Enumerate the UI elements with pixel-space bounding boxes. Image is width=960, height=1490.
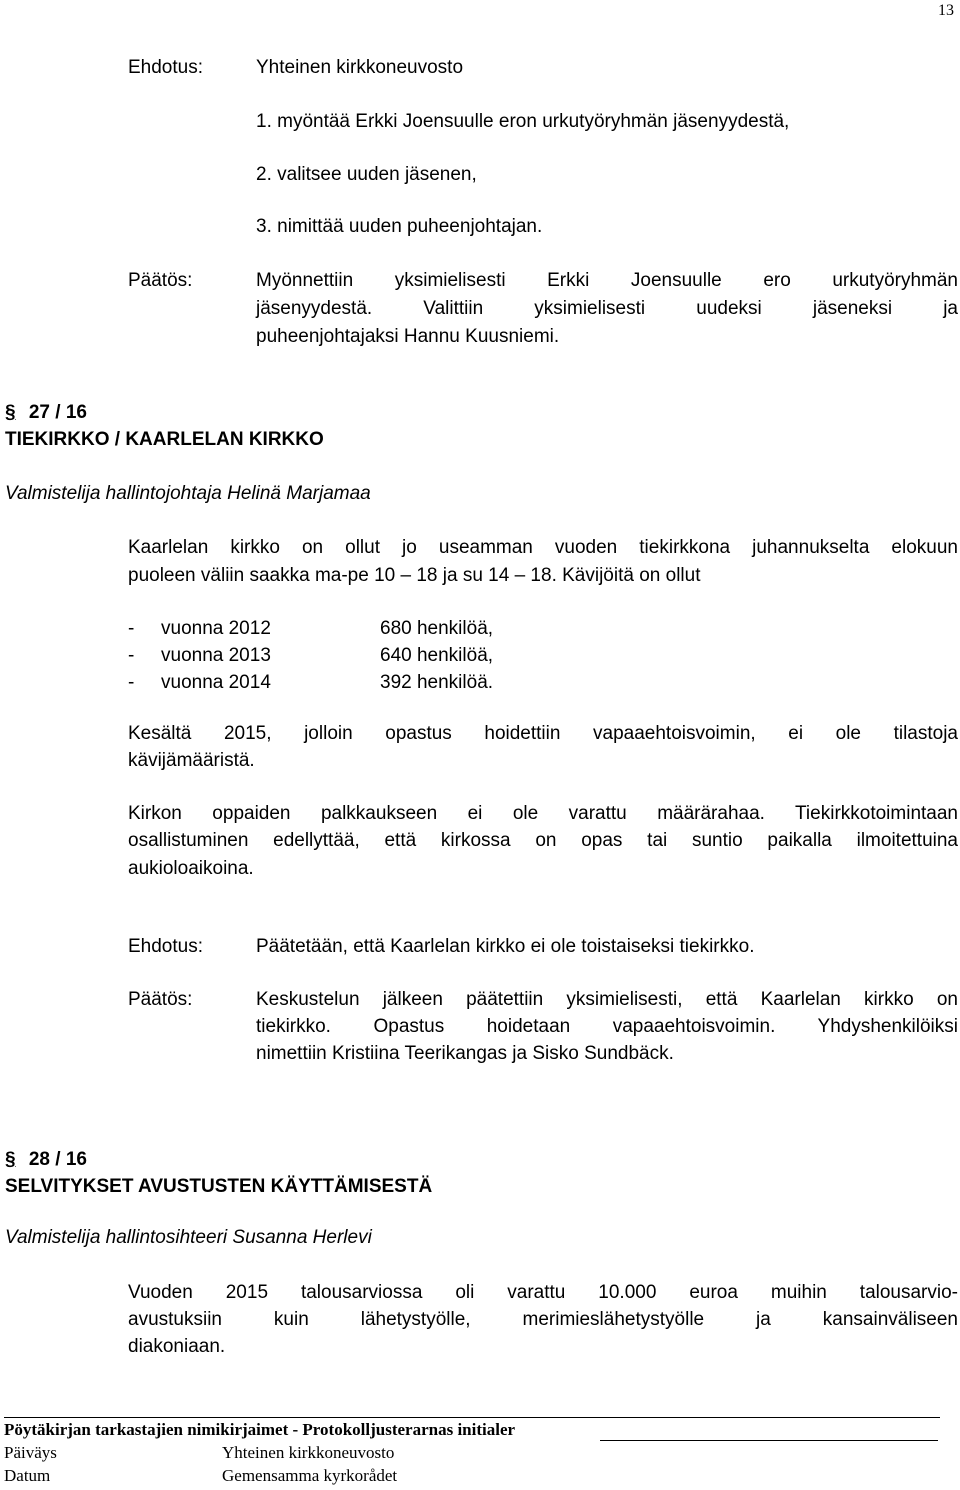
paragraph-line: aukioloaikoina. <box>128 858 254 879</box>
paragraph-line: kävijämääristä. <box>128 750 255 771</box>
visitor-dash: - <box>128 645 135 666</box>
section-symbol: § <box>5 402 16 423</box>
page-number: 13 <box>938 2 954 19</box>
paragraph-line: Kaarlelan kirkko on ollut jo useamman vuoden tiekirkkona juhannukselta elokuun <box>128 537 958 558</box>
ehdotus-value: Päätetään, että Kaarlelan kirkko ei ole toistaiseksi tiekirkko. <box>256 936 755 957</box>
valmistelija: Valmistelija hallintosihteeri Susanna Herlevi <box>5 1227 372 1248</box>
list-item: 2. valitsee uuden jäsenen, <box>256 164 477 185</box>
paatos-line: puheenjohtajaksi Hannu Kuusniemi. <box>256 326 560 347</box>
section-heading <box>5 402 87 424</box>
section-heading <box>5 1149 87 1171</box>
footer-datum-value: Gemensamma kyrkorådet <box>222 1466 398 1485</box>
paatos-line: Myönnettiin yksimielisesti Erkki Joensuulle ero urkutyöryhmän <box>256 270 958 291</box>
ehdotus-label: Ehdotus: <box>128 936 203 957</box>
initials-line <box>600 1440 938 1441</box>
paatos-line: jäsenyydestä. Valittiin yksimielisesti uudeksi jäseneksi ja <box>256 298 958 319</box>
section-title: SELVITYKSET AVUSTUSTEN KÄYTTÄMISESTÄ <box>5 1176 433 1197</box>
list-item: 3. nimittää uuden puheenjohtajan. <box>256 216 543 237</box>
footer-paivays-label: Päiväys <box>4 1443 57 1462</box>
ehdotus-value: Yhteinen kirkkoneuvosto <box>256 57 464 78</box>
footer-title: Pöytäkirjan tarkastajien nimikirjaimet - Protokolljusterarnas initialer <box>4 1420 516 1439</box>
visitor-count: 392 henkilöä. <box>380 672 494 693</box>
paatos-line: Keskustelun jälkeen päätettiin yksimielisesti, että Kaarlelan kirkko on <box>256 989 958 1010</box>
paragraph-line: Kesältä 2015, jolloin opastus hoidettiin vapaaehtoisvoimin, ei ole tilastoja <box>128 723 958 744</box>
visitor-dash: - <box>128 618 135 639</box>
paragraph-line: avustuksiin kuin lähetystyölle, merimieslähetystyölle ja kansainväliseen <box>128 1309 958 1330</box>
visitor-year: vuonna 2014 <box>161 672 271 693</box>
visitor-count: 680 henkilöä, <box>380 618 494 639</box>
footer-rule <box>4 1417 940 1418</box>
paatos-label: Päätös: <box>128 989 193 1010</box>
paragraph-line: puoleen väliin saakka ma-pe 10 – 18 ja su 14 – 18. Kävijöitä on ollut <box>128 565 701 586</box>
footer-datum-label: Datum <box>4 1466 51 1485</box>
valmistelija: Valmistelija hallintojohtaja Helinä Marjamaa <box>5 483 371 504</box>
visitor-year: vuonna 2012 <box>161 618 271 639</box>
paragraph-line: diakoniaan. <box>128 1336 226 1357</box>
footer-paivays-value: Yhteinen kirkkoneuvosto <box>222 1443 395 1462</box>
paatos-line: nimettiin Kristiina Teerikangas ja Sisko Sundbäck. <box>256 1043 674 1064</box>
paragraph-line: Kirkon oppaiden palkkaukseen ei ole varattu määrärahaa. Tiekirkkotoimintaan <box>128 803 958 824</box>
paatos-label: Päätös: <box>128 270 193 291</box>
paatos-line: tiekirkko. Opastus hoidetaan vapaaehtoisvoimin. Yhdyshenkilöiksi <box>256 1016 958 1037</box>
section-number: 27 / 16 <box>28 402 87 423</box>
section-title: TIEKIRKKO / KAARLELAN KIRKKO <box>5 429 324 450</box>
section-symbol: § <box>5 1149 16 1170</box>
ehdotus-label: Ehdotus: <box>128 57 203 78</box>
list-item: 1. myöntää Erkki Joensuulle eron urkutyöryhmän jäsenyydestä, <box>256 111 790 132</box>
visitor-count: 640 henkilöä, <box>380 645 494 666</box>
section-number: 28 / 16 <box>28 1149 87 1170</box>
visitor-dash: - <box>128 672 135 693</box>
paragraph-line: Vuoden 2015 talousarviossa oli varattu 10.000 euroa muihin talousarvio- <box>128 1282 958 1303</box>
visitor-year: vuonna 2013 <box>161 645 271 666</box>
paragraph-line: osallistuminen edellyttää, että kirkossa on opas tai suntio paikalla ilmoitettuina <box>128 830 958 851</box>
